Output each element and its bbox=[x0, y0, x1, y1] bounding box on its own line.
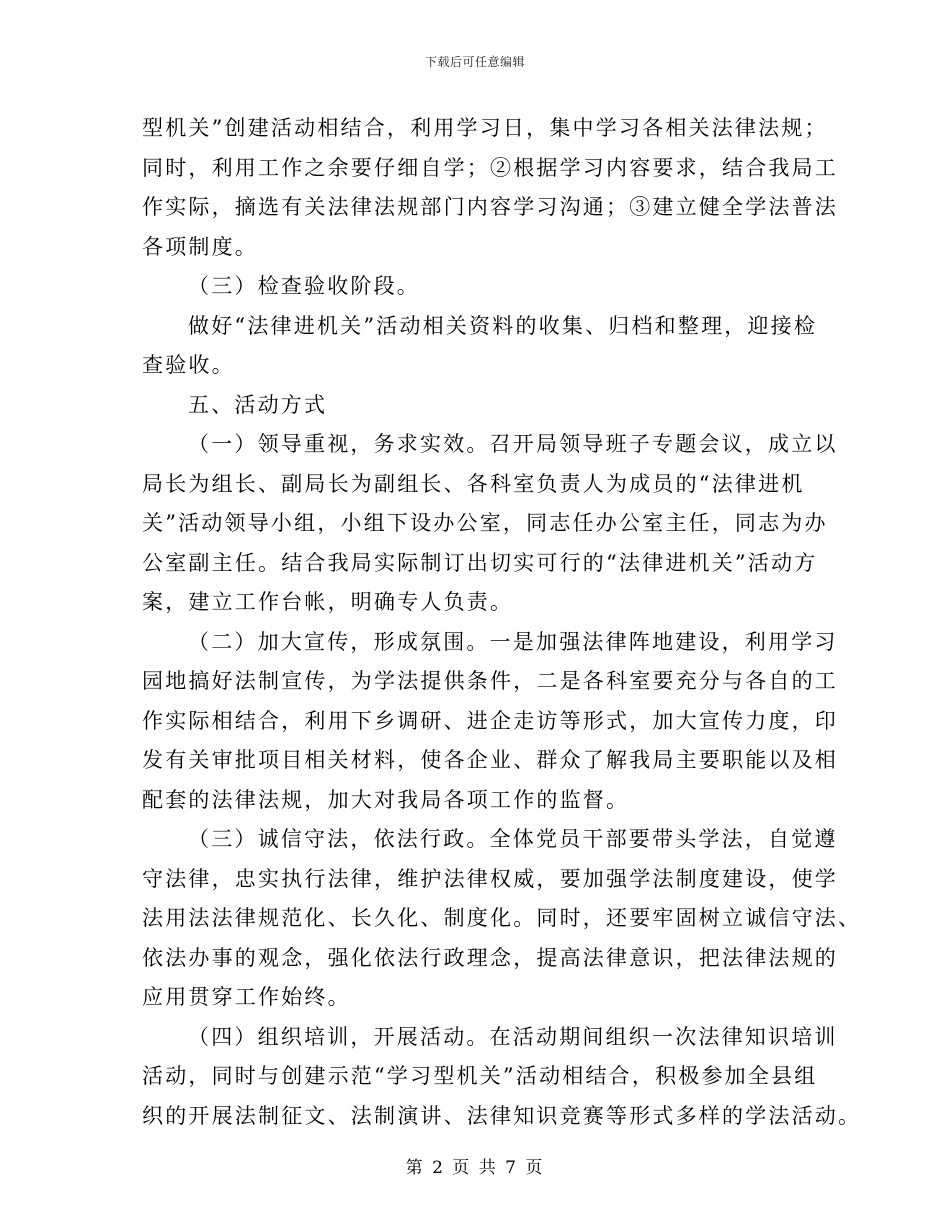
text-line: （二）加大宣传，形成氛围。一是加强法律阵地建设，利用学习 bbox=[188, 629, 838, 654]
page-header: 下载后可任意编辑 bbox=[424, 55, 525, 69]
text-line: 活动，同时与创建示范“学习型机关”活动相结合，积极参加全县组 bbox=[142, 1064, 818, 1088]
text-line: 公室副主任。结合我局实际制订出切实可行的“法律进机关”活动方 bbox=[142, 550, 818, 575]
text-line: 织的开展法制征文、法制演讲、法律知识竞赛等形式多样的学法活动。 bbox=[142, 1103, 862, 1128]
text-line: 法用法法律规范化、长久化、制度化。同时，还要牢固树立诚信守法、 bbox=[142, 906, 862, 930]
text-line: 同时，利用工作之余要仔细自学；②根据学习内容要求，结合我局工 bbox=[142, 155, 838, 180]
text-line: 关”活动领导小组，小组下设办公室，同志任办公室主任，同志为办 bbox=[142, 511, 828, 535]
text-line: 局长为组长、副局长为副组长、各科室负责人为成员的“法律进机 bbox=[142, 471, 805, 496]
text-line: 应用贯穿工作始终。 bbox=[142, 985, 351, 1009]
text-line: 案，建立工作台帐，明确专人负责。 bbox=[142, 590, 514, 614]
text-line: 发有关审批项目相关材料，使各企业、群众了解我局主要职能以及相 bbox=[142, 748, 838, 772]
text-line: 作实际相结合，利用下乡调研、进企走访等形式，加大宣传力度，印 bbox=[142, 708, 838, 733]
text-line: 依法办事的观念，强化依法行政理念，提高法律意识，把法律法规的 bbox=[142, 945, 838, 970]
text-line: （一）领导重视，务求实效。召开局领导班子专题会议，成立以 bbox=[188, 432, 838, 456]
text-line: （四）组织培训，开展活动。在活动期间组织一次法律知识培训 bbox=[188, 1024, 838, 1049]
document-body bbox=[142, 112, 862, 1132]
text-line: 型机关”创建活动相结合，利用学习日，集中学习各相关法律法规； bbox=[142, 116, 828, 140]
text-line: 五、活动方式 bbox=[188, 392, 328, 417]
page-footer: 第 2 页 共 7 页 bbox=[405, 1158, 545, 1178]
text-line: 园地搞好法制宣传，为学法提供条件，二是各科室要充分与各自的工 bbox=[142, 669, 838, 693]
text-line: 查验收。 bbox=[142, 353, 235, 377]
text-line: （三）诚信守法，依法行政。全体党员干部要带头学法，自觉遵 bbox=[188, 827, 838, 851]
text-line: 守法律，忠实执行法律，维护法律权威，要加强学法制度建设，使学 bbox=[142, 866, 838, 891]
text-line: 作实际，摘选有关法律法规部门内容学习沟通；③建立健全学法普法 bbox=[142, 195, 838, 219]
text-line: 各项制度。 bbox=[142, 234, 258, 259]
text-line: 做好“法律进机关”活动相关资料的收集、归档和整理，迎接检 bbox=[188, 313, 818, 338]
text-line: （三）检查验收阶段。 bbox=[188, 274, 420, 298]
text-line: 配套的法律法规，加大对我局各项工作的监督。 bbox=[142, 787, 630, 812]
